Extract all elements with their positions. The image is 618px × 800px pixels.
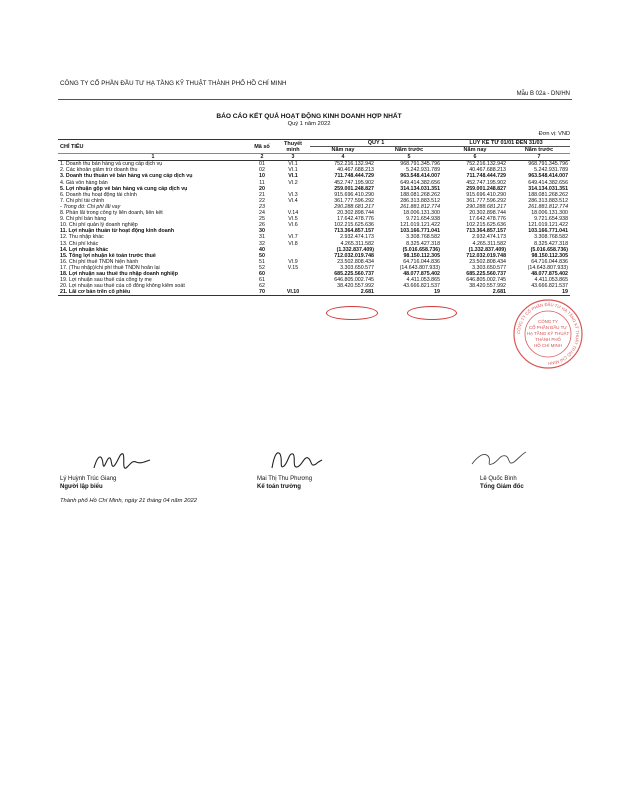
income-statement-table xyxy=(58,139,570,296)
row-label: 8. Phần lãi trong công ty liên doanh, liên kết xyxy=(60,210,163,217)
row-label: 5. Lợi nhuận gộp về bán hàng và cung cấp dịch vụ xyxy=(60,185,188,192)
row-label: 21. Lãi cơ bản trên cổ phiếu xyxy=(58,289,248,296)
row-quarter-prev-year: 286.313.883.512 xyxy=(400,197,441,204)
row-ytd-prev-year: 121.019.121.422 xyxy=(528,222,569,229)
row-ytd-prev-year: 103.166.771.041 xyxy=(528,228,569,235)
row-quarter-prev-year: 3.308.768.582 xyxy=(406,234,441,241)
company-seal-icon xyxy=(512,298,584,370)
row-ytd-prev-year: 48.077.875.402 xyxy=(531,270,569,277)
row-quarter-this-year: 290.288.681.217 xyxy=(334,203,374,210)
row-ytd-prev-year: 4.411.053.865 xyxy=(534,277,569,284)
row-quarter-prev-year: 98.150.112.305 xyxy=(403,252,441,259)
row-code: 61 xyxy=(259,277,265,284)
row-quarter-prev-year: 261.881.812.774 xyxy=(400,203,441,210)
row-ytd-this-year: 2.932.474.173 xyxy=(472,234,507,241)
currency-unit: Đơn vị: VND xyxy=(538,131,570,137)
svg-text:CỔ PHẦN ĐẦU TƯ: CỔ PHẦN ĐẦU TƯ xyxy=(528,325,568,330)
row-label: 14. Lợi nhuận khác xyxy=(60,246,109,253)
row-quarter-this-year: 646.805.002.745 xyxy=(334,277,374,284)
row-code: 22 xyxy=(259,197,265,204)
row-quarter-prev-year: 19 xyxy=(376,289,442,296)
row-quarter-this-year: 915.696.410.290 xyxy=(334,191,374,198)
row-ytd-this-year: 290.288.681.217 xyxy=(466,203,507,210)
row-ytd-this-year: 646.805.002.745 xyxy=(466,277,507,284)
col-number: 5 xyxy=(376,154,442,161)
row-label: 9. Chi phí bán hàng xyxy=(60,216,107,223)
row-quarter-this-year: 361.777.596.292 xyxy=(334,197,374,204)
row-ytd-prev-year: 19 xyxy=(508,289,570,296)
row-ytd-this-year: 361.777.596.292 xyxy=(466,197,507,204)
row-note: V.14 xyxy=(287,210,299,217)
row-label: 4. Giá vốn hàng bán xyxy=(60,179,108,186)
row-ytd-this-year: 20.302.898.744 xyxy=(469,210,507,217)
table-row xyxy=(58,289,570,296)
row-ytd-this-year: 752.216.132.942 xyxy=(466,161,507,168)
row-quarter-this-year: 2.932.474.173 xyxy=(340,234,374,241)
col-number: 6 xyxy=(442,154,508,161)
row-code: 31 xyxy=(259,234,265,241)
row-ytd-prev-year: 968.791.345.796 xyxy=(528,161,569,168)
row-ytd-this-year: 915.696.410.290 xyxy=(466,191,507,198)
row-ytd-prev-year: 3.308.768.582 xyxy=(534,234,569,241)
row-ytd-this-year: 23.502.808.434 xyxy=(469,258,507,265)
col-header-ytd-this-year: Năm nay xyxy=(463,147,487,154)
row-quarter-this-year: 40.467.688.213 xyxy=(337,167,374,174)
row-note: VI.2 xyxy=(288,179,298,186)
row-code: 40 xyxy=(259,246,265,253)
row-quarter-this-year: 20.302.898.744 xyxy=(337,210,374,217)
row-code: 25 xyxy=(259,216,265,223)
svg-text:CÔNG TY CỔ PHẦN ĐẦU TƯ HẠ TẦNG: CÔNG TY CỔ PHẦN ĐẦU TƯ HẠ TẦNG KỸ THUẬT TP.HỒ CHÍ MINH xyxy=(515,301,581,367)
svg-text:CÔNG TY: CÔNG TY xyxy=(538,319,558,324)
eps-prev-highlight-oval xyxy=(407,306,457,320)
row-code: 26 xyxy=(259,222,265,229)
row-quarter-prev-year: 9.721.654.938 xyxy=(406,216,441,223)
row-ytd-prev-year: (5.016.658.736) xyxy=(530,246,569,253)
row-ytd-prev-year: 286.313.883.512 xyxy=(528,197,569,204)
preparer-signature-icon xyxy=(92,448,152,474)
row-ytd-this-year: (1.332.837.409) xyxy=(468,246,507,253)
row-ytd-this-year: 17.642.478.776 xyxy=(469,216,507,223)
header-divider xyxy=(58,99,572,100)
director-signature-icon xyxy=(468,444,528,472)
accountant-signature-icon xyxy=(268,446,324,474)
row-code: 50 xyxy=(259,252,265,259)
row-quarter-this-year: 4.265.311.582 xyxy=(340,240,374,247)
eps-highlight-oval xyxy=(326,306,378,320)
row-quarter-this-year: 102.215.625.636 xyxy=(334,222,374,229)
row-ytd-prev-year: 963.548.414.007 xyxy=(528,173,569,180)
row-quarter-prev-year: 5.242.931.789 xyxy=(406,167,441,174)
row-quarter-this-year: 711.748.444.729 xyxy=(334,173,374,180)
row-quarter-prev-year: 121.019.121.422 xyxy=(400,222,441,229)
row-code: 23 xyxy=(259,203,265,210)
row-code: 62 xyxy=(259,283,265,290)
row-ytd-prev-year: 8.325.427.318 xyxy=(534,240,569,247)
row-quarter-prev-year: 43.666.821.537 xyxy=(403,283,441,290)
row-ytd-prev-year: 9.721.654.938 xyxy=(534,216,569,223)
row-note: VI.5 xyxy=(288,216,298,223)
row-code: 20 xyxy=(259,185,265,192)
col-number: 7 xyxy=(508,154,570,161)
row-quarter-this-year: 685.225.560.737 xyxy=(334,270,374,277)
row-quarter-prev-year: 963.548.414.007 xyxy=(400,173,441,180)
col-header-code: Mã số xyxy=(248,140,276,154)
row-quarter-this-year: 2.681 xyxy=(310,289,376,296)
director-role: Tổng Giám đốc xyxy=(480,484,524,490)
row-ytd-prev-year: 261.881.812.774 xyxy=(528,203,569,210)
row-code: 21 xyxy=(259,191,265,198)
row-ytd-this-year: 2.681 xyxy=(442,289,508,296)
row-quarter-prev-year: (14.643.807.933) xyxy=(399,264,441,271)
col-header-q-prev-year: Năm trước xyxy=(394,147,424,154)
row-label: 3. Doanh thu thuần về bán hàng và cung cấp dịch vụ xyxy=(60,173,193,180)
row-label: 11. Lợi nhuận thuần từ hoạt động kinh doanh xyxy=(60,228,175,235)
row-ytd-this-year: 711.748.444.729 xyxy=(466,173,507,180)
row-quarter-this-year: 452.747.195.902 xyxy=(334,179,374,186)
row-note: VI.10 xyxy=(276,289,310,296)
row-ytd-prev-year: 649.414.382.656 xyxy=(528,179,569,186)
row-quarter-prev-year: 4.411.053.865 xyxy=(406,277,441,284)
row-label: 2. Các khoản giảm trừ doanh thu xyxy=(60,167,138,174)
col-header-ytd: LŨY KẾ TỪ 01/01 ĐẾN 31/03 xyxy=(442,140,570,147)
row-note: VI.3 xyxy=(288,191,298,198)
col-number: 1 xyxy=(58,154,248,161)
row-quarter-prev-year: 649.414.382.656 xyxy=(400,179,441,186)
row-label: 16. Chi phí thuế TNDN hiện hành xyxy=(60,258,139,265)
accountant-name: Mai Thị Thu Phương xyxy=(257,476,313,482)
row-note: VI.8 xyxy=(288,240,298,247)
row-code: 30 xyxy=(259,228,265,235)
row-ytd-this-year: 259.001.248.827 xyxy=(466,185,507,192)
row-quarter-this-year: 17.642.478.776 xyxy=(337,216,374,223)
row-note: VI.1 xyxy=(288,167,298,174)
row-note: VI.9 xyxy=(288,258,298,265)
row-ytd-prev-year: 188.081.268.262 xyxy=(528,191,569,198)
accountant-role: Kế toán trưởng xyxy=(257,484,301,490)
company-name: CÔNG TY CỔ PHẦN ĐẦU TƯ HẠ TẦNG KỸ THUẬT THÀNH PHỐ HỒ CHÍ MINH xyxy=(60,80,287,87)
col-header-ytd-prev-year: Năm trước xyxy=(524,147,554,154)
row-ytd-prev-year: 98.150.112.305 xyxy=(531,252,569,259)
row-quarter-this-year: 752.216.132.942 xyxy=(334,161,374,168)
row-note: V.15 xyxy=(287,264,299,271)
row-label: 1. Doanh thu bán hàng và cung cấp dịch vụ xyxy=(60,161,163,168)
row-code: 24 xyxy=(259,210,265,217)
report-title: BÁO CÁO KẾT QUẢ HOẠT ĐỘNG KINH DOANH HỢP NHẤT xyxy=(216,113,402,120)
svg-text:HỒ CHÍ MINH: HỒ CHÍ MINH xyxy=(534,343,562,348)
row-code: 52 xyxy=(259,264,265,271)
row-code: 70 xyxy=(248,289,276,296)
row-label: 6. Doanh thu hoạt động tài chính xyxy=(60,191,137,198)
row-quarter-this-year: 713.364.857.157 xyxy=(334,228,374,235)
table-row xyxy=(58,161,570,168)
row-code: 60 xyxy=(259,270,265,277)
row-ytd-this-year: 3.303.650.577 xyxy=(472,264,507,271)
preparer-name: Lý Huỳnh Trúc Giang xyxy=(60,476,117,482)
row-label: 12. Thu nhập khác xyxy=(60,234,104,241)
row-quarter-prev-year: 18.006.131.300 xyxy=(403,210,441,217)
form-code: Mẫu B 02a - DN/HN xyxy=(516,91,570,97)
place-and-date: Thành phố Hồ Chí Minh, ngày 21 tháng 04 năm 2022 xyxy=(60,498,197,504)
row-ytd-prev-year: 64.716.044.836 xyxy=(531,258,569,265)
row-note: VI.7 xyxy=(288,234,298,241)
row-quarter-prev-year: 188.081.268.262 xyxy=(400,191,441,198)
row-ytd-this-year: 452.747.195.902 xyxy=(466,179,507,186)
row-quarter-prev-year: (5.016.658.736) xyxy=(402,246,441,253)
preparer-role: Người lập biểu xyxy=(60,484,103,490)
row-ytd-this-year: 102.215.625.636 xyxy=(466,222,507,229)
row-ytd-this-year: 4.265.311.582 xyxy=(472,240,507,247)
row-label: 15. Tổng lợi nhuận kế toán trước thuế xyxy=(60,252,156,259)
row-label: 10. Chi phí quản lý doanh nghiệp xyxy=(60,222,138,229)
row-code: 32 xyxy=(259,240,265,247)
row-label: 17. (Thu nhập)/chi phí thuế TNDN hoãn lại xyxy=(60,264,160,271)
row-quarter-prev-year: 314.134.031.351 xyxy=(400,185,441,192)
row-quarter-this-year: (1.332.837.409) xyxy=(336,246,374,253)
row-ytd-this-year: 38.420.557.992 xyxy=(469,283,507,290)
row-ytd-prev-year: 18.006.131.300 xyxy=(531,210,569,217)
row-ytd-this-year: 685.225.560.737 xyxy=(466,270,507,277)
row-label: 7. Chi phí tài chính xyxy=(60,197,105,204)
row-label: 13. Chi phí khác xyxy=(60,240,99,247)
row-quarter-prev-year: 8.325.427.318 xyxy=(406,240,441,247)
row-note: VI.4 xyxy=(288,197,298,204)
row-code: 01 xyxy=(259,161,265,168)
row-note: VI.1 xyxy=(288,173,298,180)
row-quarter-this-year: 23.502.808.434 xyxy=(337,258,374,265)
row-label: 18. Lợi nhuận sau thuế thu nhập doanh nghiệp xyxy=(60,270,178,277)
row-note: VI.1 xyxy=(288,161,298,168)
row-code: 10 xyxy=(259,173,265,180)
row-quarter-prev-year: 968.791.345.796 xyxy=(400,161,441,168)
row-quarter-this-year: 259.001.248.827 xyxy=(334,185,374,192)
col-number: 4 xyxy=(310,154,376,161)
col-number: 2 xyxy=(248,154,276,161)
row-code: 11 xyxy=(259,179,265,186)
column-number-row xyxy=(58,154,570,161)
row-ytd-prev-year: (14.643.807.933) xyxy=(527,264,569,271)
row-ytd-prev-year: 314.134.031.351 xyxy=(528,185,569,192)
col-number: 3 xyxy=(276,154,310,161)
row-quarter-this-year: 712.032.019.748 xyxy=(334,252,374,259)
row-quarter-prev-year: 103.166.771.041 xyxy=(400,228,441,235)
row-quarter-this-year: 38.420.557.992 xyxy=(337,283,374,290)
svg-text:THÀNH PHỐ: THÀNH PHỐ xyxy=(535,337,561,342)
report-period: Quý 1 năm 2022 xyxy=(287,121,331,127)
row-code: 51 xyxy=(259,258,265,265)
row-ytd-this-year: 713.364.857.157 xyxy=(466,228,507,235)
col-header-q-this-year: Năm nay xyxy=(331,147,355,154)
row-ytd-this-year: 712.032.019.748 xyxy=(466,252,507,259)
row-ytd-prev-year: 5.242.931.789 xyxy=(534,167,569,174)
row-note: VI.6 xyxy=(288,222,298,229)
svg-text:HẠ TẦNG KỸ THUẬT: HẠ TẦNG KỸ THUẬT xyxy=(526,331,570,336)
col-header-note: Thuyết minh xyxy=(276,140,310,154)
row-quarter-this-year: 3.303.650.577 xyxy=(340,264,374,271)
director-name: Lê Quốc Bình xyxy=(480,476,517,482)
row-quarter-prev-year: 64.716.044.836 xyxy=(403,258,441,265)
col-header-quarter: QUÝ 1 xyxy=(310,140,442,147)
row-label: - Trong đó: Chi phí lãi vay xyxy=(60,203,121,210)
col-header-item: CHỈ TIÊU xyxy=(58,140,248,154)
row-ytd-this-year: 40.467.688.213 xyxy=(469,167,507,174)
row-quarter-prev-year: 48.077.875.402 xyxy=(403,270,441,277)
row-label: 19. Lợi nhuận sau thuế của công ty mẹ xyxy=(60,277,152,284)
row-code: 02 xyxy=(259,167,265,174)
row-label: 20. Lợi nhuận sau thuế của cổ đông không kiểm soát xyxy=(60,283,185,290)
row-ytd-prev-year: 43.666.821.537 xyxy=(531,283,569,290)
